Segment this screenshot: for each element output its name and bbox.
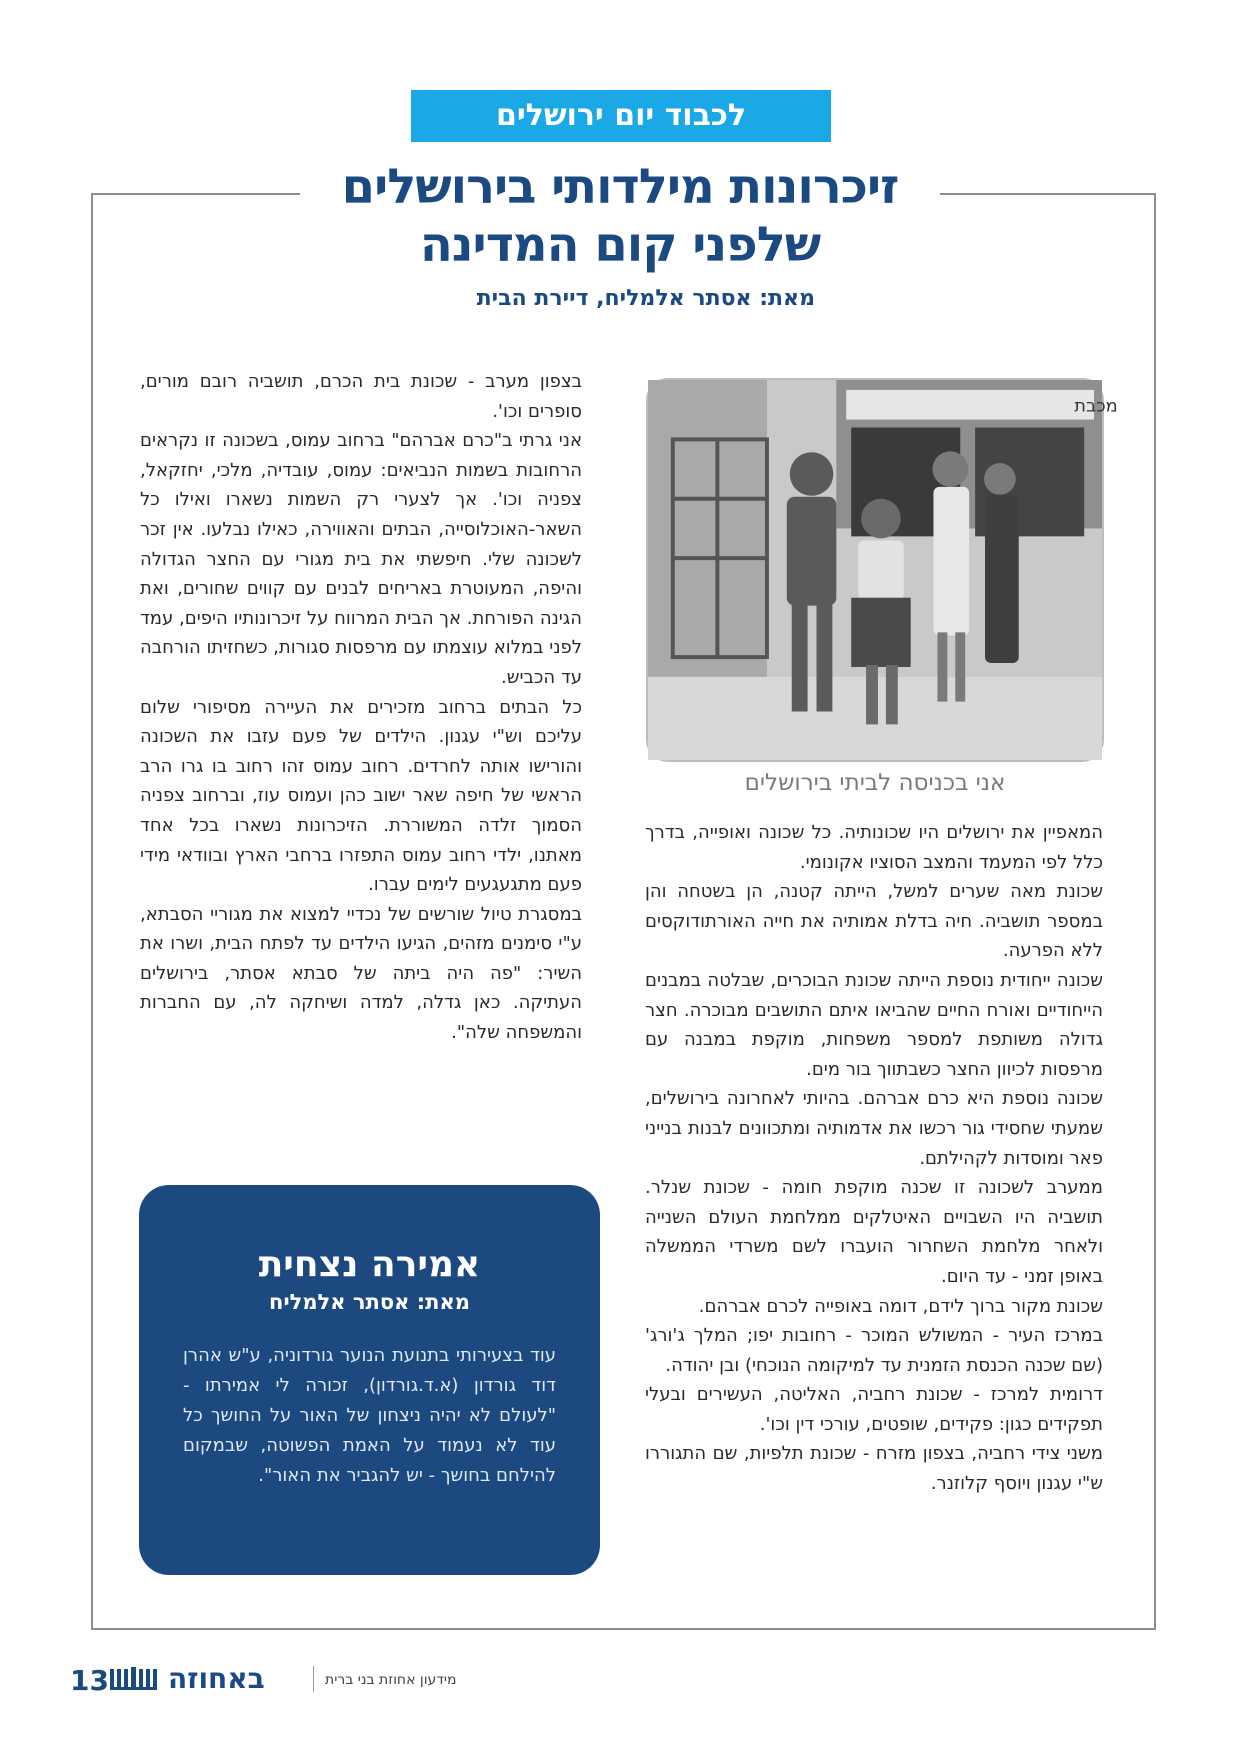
paragraph: במרכז העיר - המשולש המוכר - רחובות יפו; המלך ג'ורג' (שם שכנה הכנסת הזמנית עד למיקומה הנוכחי) ובן יהודה. <box>645 1325 1103 1376</box>
article-byline: מאת: אסתר אלמליח, דיירת הבית <box>476 286 815 311</box>
paragraph: שכונה ייחודית נוספת הייתה שכונת הבוכרים, שבלטה במבנים הייחודיים ואורח החיים שהביאו איתם התושבים מבוכרה. חצר גדולה משותפת למספר משפחות, מוקפת במבנה עם מרפסות לכיוון החצר כשבתווך בור מים. <box>645 969 1103 1080</box>
photo-illustration <box>648 380 1118 760</box>
left-column <box>140 367 582 1048</box>
paragraph: אני גרתי ב"כרם אברהם" ברחוב עמוס, בשכונה זו נקראים הרחובות בשמות הנביאים: עמוס, עובדיה, מלכי, יחזקאל, צפניה וכו'. אך לצערי רק השמות נשארו ואילו כל השאר-האוכלוסייה, הבתים והאווירה, כאילו נבלעו. אין זכר לשכונה שלי. חיפשתי את בית מגורי עם החצר הגדולה והיפה, המעוטרת באריחים לבנים עם קווים שחורים, ואת הגינה הפורחת. אך הבית המרווח על זיכרונותיו היפים, עמד לפני במלוא עוצמתו עם מרפסות סגורות, כשחזיתו הורחבה עד הכביש. <box>139 430 582 688</box>
title-line-1: זיכרונות מילדותי בירושלים <box>341 159 899 215</box>
paragraph: שכונה נוספת היא כרם אברהם. בהיותי לאחרונה בירושלים, שמעתי שחסידי גור רכשו את אדמותיה ומתכוונים לבנות בנייני פאר ומוסדות לקהילתם. <box>645 1088 1103 1169</box>
photo-sign-text: מכבת <box>1074 395 1118 417</box>
right-column <box>645 818 1103 1499</box>
paragraph: המאפיין את ירושלים היו שכונותיה. כל שכונה ואופייה, בדרך כלל לפי המעמד והמצב הסוציו אקונומי. <box>645 822 1103 873</box>
paragraph: שכונת מאה שערים למשל, הייתה קטנה, הן בשטחה והן במספר תושביה. חיה בדלת אמותיה את חייה האורתודוקסים ללא הפרעה. <box>645 881 1103 962</box>
quote-title: אמירה נצחית <box>258 1244 481 1285</box>
article-photo <box>646 378 1118 762</box>
title-block <box>300 158 940 274</box>
page-footer <box>70 1660 490 1700</box>
paragraph: דרומית למרכז - שכונת רחביה, האליטה, העשירים ובעלי תפקידים כגון: פקידים, שופטים, עורכי דין וכו'. <box>645 1384 1103 1435</box>
menorah-icon <box>110 1667 162 1693</box>
quote-author: מאת: אסתר אלמליח <box>269 1290 470 1314</box>
magazine-name: באחוזה <box>168 1662 265 1695</box>
page-number: 13 <box>70 1664 109 1697</box>
footer-divider <box>313 1666 314 1692</box>
photo-caption: אני בכניסה לביתי בירושלים <box>744 770 1006 796</box>
paragraph: שכונת מקור ברוך לידם, דומה באופייה לכרם אברהם. <box>698 1295 1103 1317</box>
section-banner: לכבוד יום ירושלים <box>411 90 831 142</box>
paragraph: כל הבתים ברחוב מזכירים את העיירה מסיפורי שלום עליכם וש"י עגנון. הילדים של פעם עזבו את השכונה והורישו אותה לחרדים. רחוב עמוס זהו רחוב בו גרו הרב הראשי של חיפה שאר ישוב כהן ועמוס עוז, וברחוב צפניה הסמוך זלדה המשוררת. הזיכרונות נשארו בכל אחד מאתנו, ילדי רחוב עמוס התפזרו ברחבי הארץ ובוודאי מידי פעם מתגעגעים לימים עברו. <box>140 696 582 896</box>
paragraph: משני צידי רחביה, בצפון מזרח - שכונת תלפיות, שם התגוררו ש"י עגנון ויוסף קלוזנר. <box>645 1443 1103 1495</box>
paragraph: בצפון מערב - שכונת בית הכרם, תושביה רובם מורים, סופרים וכו'. <box>140 371 582 422</box>
paragraph: ממערב לשכונה זו שכנה מוקפת חומה - שכונת שנלר. תושביה היו השבויים האיטלקים ממלחמת העולם השנייה ולאחר מלחמת השחרור הועברו לשם משרדי הממשלה באופן זמני - עד היום. <box>645 1177 1103 1287</box>
article-title <box>300 158 940 274</box>
paragraph: במסגרת טיול שורשים של נכדיי למצוא את מגוריי הסבתא, ע"י סימנים מזהים, הגיעו הילדים עד לפתח הבית, ושרו את השיר: "פה היה ביתה של סבתא אסתר, בירושלים העתיקה. כאן גדלה, למדה ושיחקה לה, עם החברות והמשפחה שלה". <box>140 903 582 1044</box>
quote-text: עוד בצעירותי בתנועת הנוער גורדוניה, ע"ש אהרן דוד גורדון (א.ד.גורדון), זכורה לי אמירתו - "לעולם לא יהיה ניצחון של האור על החושך כל עוד לא נעמוד על האמת הפשוטה, שבמקום להילחם בחושך - יש להגביר את האור". <box>183 1345 556 1486</box>
quote-box <box>139 1185 600 1575</box>
magazine-subtitle: מידעון אחוזת בני ברית <box>325 1672 457 1688</box>
title-line-2: שלפני קום המדינה <box>419 217 821 273</box>
